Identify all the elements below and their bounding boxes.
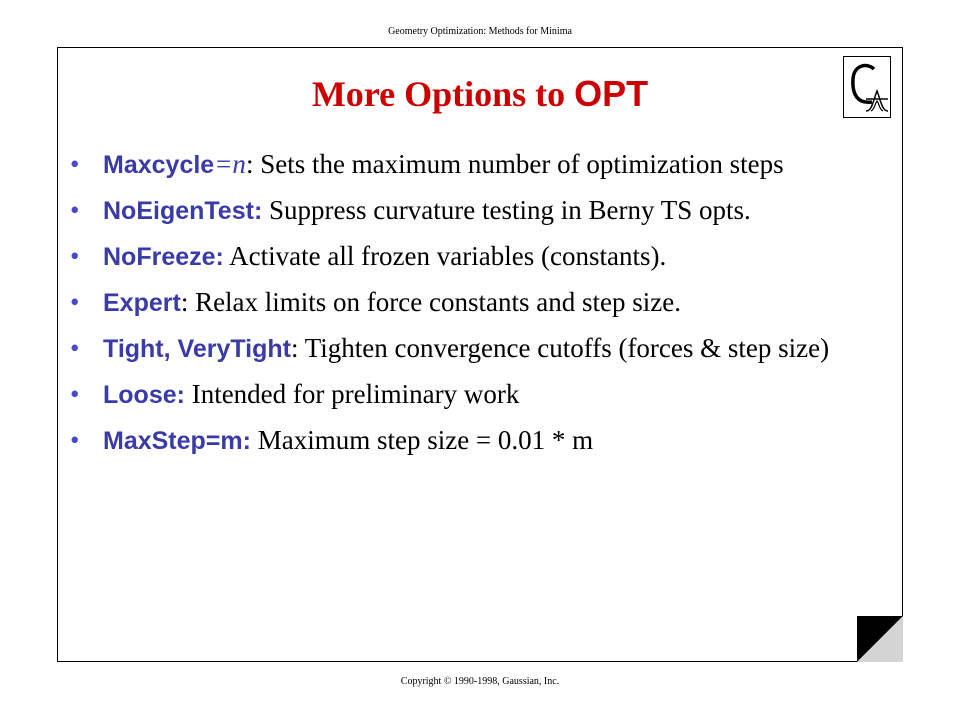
- bullet-keyword: Maxcycle: [103, 151, 215, 179]
- bullet-keyword: NoFreeze:: [103, 243, 224, 271]
- bullet-description: Activate all frozen variables (constants).: [223, 241, 667, 271]
- bullet-keyword: NoEigenTest:: [103, 197, 263, 225]
- bullet-marker: •: [70, 195, 80, 225]
- title-opt-keyword: OPT: [574, 73, 649, 114]
- bullet-description: : Relax limits on force constants and step size.: [180, 287, 681, 317]
- bullet-maxcycle: [70, 146, 870, 184]
- bullet-description: Maximum step size = 0.01 * m: [250, 425, 594, 455]
- bullet-keyword: Loose:: [103, 381, 185, 409]
- bullet-description: : Sets the maximum number of optimization steps: [245, 149, 784, 179]
- bullet-keyword: Expert: [103, 289, 181, 317]
- slide-header: Geometry Optimization: Methods for Minima: [388, 26, 572, 37]
- bullet-noeigentest: [70, 192, 870, 230]
- bullet-description: Suppress curvature testing in Berny TS opts.: [262, 195, 751, 225]
- bullet-tight: [70, 330, 870, 368]
- bullet-keyword: Tight, VeryTight: [103, 335, 291, 363]
- bullet-marker: •: [70, 241, 80, 271]
- bullet-description: : Tighten convergence cutoffs (forces & step size): [291, 333, 830, 363]
- bullet-maxstep: [70, 422, 870, 460]
- bullet-marker: •: [70, 333, 80, 363]
- bullet-keyword: MaxStep=m:: [103, 427, 251, 455]
- bullet-nofreeze: [70, 238, 870, 276]
- slide-title: [0, 74, 960, 114]
- bullet-list: [70, 146, 870, 468]
- bullet-keyword-suffix: =n: [214, 149, 246, 179]
- bullet-marker: •: [70, 149, 80, 179]
- bullet-description: Intended for preliminary work: [184, 379, 520, 409]
- bullet-loose: [70, 376, 870, 414]
- slide-footer: Copyright © 1990-1998, Gaussian, Inc.: [400, 676, 560, 687]
- page-corner-icon: [857, 616, 903, 662]
- bullet-marker: •: [70, 287, 80, 317]
- bullet-marker: •: [70, 425, 80, 455]
- title-text: More Options to: [311, 74, 575, 114]
- bullet-expert: [70, 284, 870, 322]
- bullet-marker: •: [70, 379, 80, 409]
